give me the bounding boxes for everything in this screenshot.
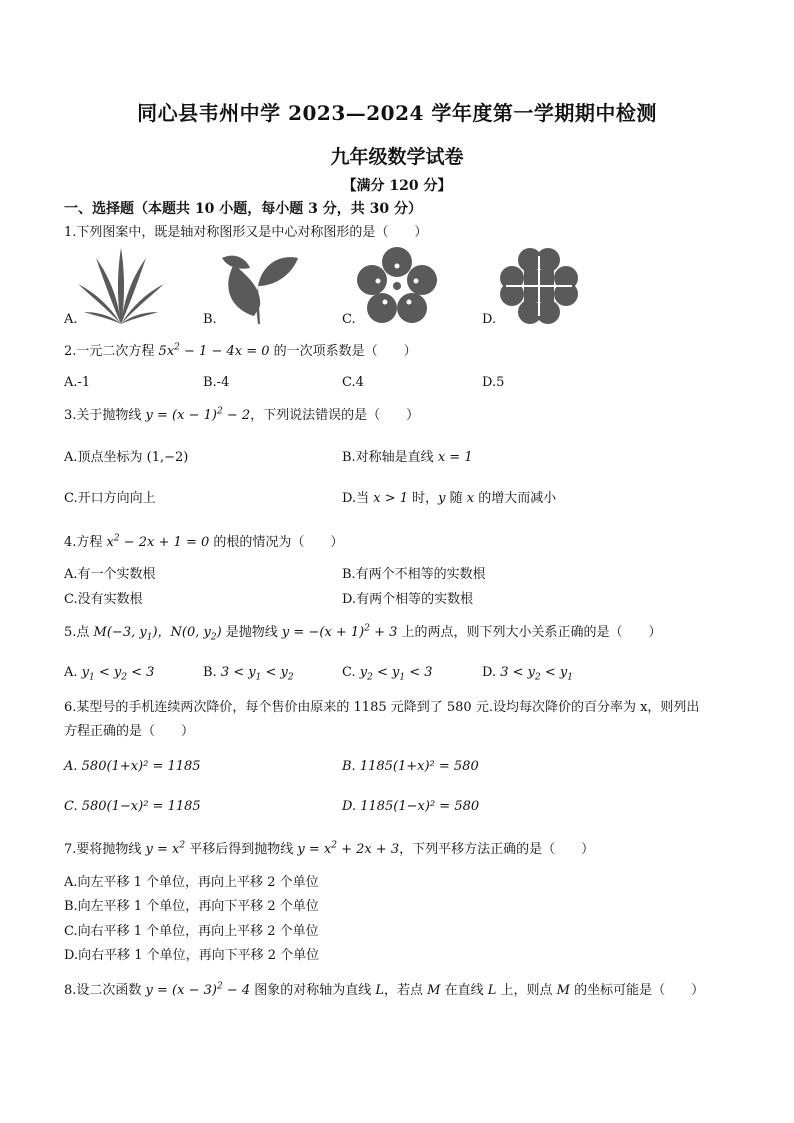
q5-option-b: B. $3 < y_1 < y_2$: [203, 665, 294, 683]
question-2-stem: 2.一元二次方程 $5x^2 - 1 - 4x = 0$ 的一次项系数是（ ）: [64, 342, 417, 359]
q4-option-a: A.有一个实数根: [64, 567, 156, 582]
exam-subtitle: 九年级数学试卷: [330, 146, 464, 168]
q4-option-d: D.有两个相等的实数根: [342, 592, 474, 607]
question-7-stem: 7.要将抛物线 $y = x^2$ 平移后得到抛物线 $y = x^2 + 2x + 3$，下列平移方法正确的是（ ）: [64, 840, 595, 857]
question-5-stem: 5.点 M(−3, $y_1$)，N(0, $y_2$) 是抛物线 $y = -(x + 1)^2 + 3$ 上的两点，则下列大小关系正确的是（ ）: [64, 623, 662, 643]
q1-option-c: C.: [342, 312, 356, 327]
question-6-line1: 6.某型号的手机连续两次降价，每个售价由原来的 1185 元降到了 580 元.设均每次降价的百分率为 x，则列出: [64, 700, 700, 715]
flower-icon: [352, 246, 442, 326]
q3-option-b: B.对称轴是直线 x = 1: [342, 450, 473, 465]
q3-option-c: C.开口方向向上: [64, 491, 156, 506]
q7-option-a: A.向左平移 1 个单位，再向上平移 2 个单位: [64, 875, 319, 890]
question-6-line2: 方程正确的是（ ）: [64, 724, 195, 739]
q5-option-a: A. $y_1 < y_2 < 3$: [64, 665, 155, 683]
equation: $y = (x - 1)^2 - 2$: [145, 406, 251, 423]
q2-option-a: A.-1: [64, 375, 91, 390]
cannabis-leaf-icon: [76, 246, 166, 326]
equation: $5x^2 - 1 - 4x = 0$: [158, 342, 270, 359]
q2-option-d: D.5: [482, 375, 505, 390]
question-8-stem: 8.设二次函数 $y = (x - 3)^2 - 4$ 图象的对称轴为直线 L，若点 M 在直线 L 上，则点 M 的坐标可能是（ ）: [64, 981, 705, 998]
question-1-stem: 1.下列图案中，既是轴对称图形又是中心对称图形的是（ ）: [64, 225, 428, 240]
q1-option-a: A.: [64, 312, 78, 327]
exam-title: 同心县韦州中学 2023—2024 学年度第一学期期中检测: [137, 101, 657, 125]
q4-option-c: C.没有实数根: [64, 592, 143, 607]
q3-option-a: A.顶点坐标为 (1,−2): [64, 450, 189, 465]
q5-option-d: D. $3 < y_2 < y_1$: [482, 665, 573, 683]
q6-option-d: D. 1185(1−x)² = 580: [342, 799, 480, 814]
section-heading: 一、选择题（本题共 10 小题，每小题 3 分，共 30 分）: [64, 201, 422, 217]
q4-option-b: B.有两个不相等的实数根: [342, 567, 486, 582]
q6-option-a: A. 580(1+x)² = 1185: [64, 759, 201, 774]
four-heart-clover-icon: [494, 246, 584, 326]
q2-option-b: B.-4: [203, 375, 230, 390]
q1-option-b: B.: [203, 312, 217, 327]
q7-option-b: B.向左平移 1 个单位，再向下平移 2 个单位: [64, 899, 319, 914]
q5-option-c: C. $y_2 < y_1 < 3$: [342, 665, 433, 683]
q2-option-c: C.4: [342, 375, 364, 390]
leaves-icon: [214, 246, 304, 326]
q7-option-d: D.向右平移 1 个单位，再向下平移 2 个单位: [64, 948, 320, 963]
q6-option-c: C. 580(1−x)² = 1185: [64, 799, 201, 814]
full-score: 【满分 120 分】: [342, 178, 452, 194]
question-4-stem: 4.方程 $x^2 - 2x + 1 = 0$ 的根的情况为（ ）: [64, 533, 344, 550]
q7-option-c: C.向右平移 1 个单位，再向上平移 2 个单位: [64, 924, 319, 939]
q1-option-d: D.: [482, 312, 497, 327]
equation: $x^2 - 2x + 1 = 0$: [106, 533, 210, 550]
question-3-stem: 3.关于抛物线 $y = (x - 1)^2 - 2$，下列说法错误的是（ ）: [64, 406, 420, 423]
q6-option-b: B. 1185(1+x)² = 580: [342, 759, 479, 774]
q3-option-d: D.当 x > 1 时，y 随 x 的增大而减小: [342, 491, 557, 506]
